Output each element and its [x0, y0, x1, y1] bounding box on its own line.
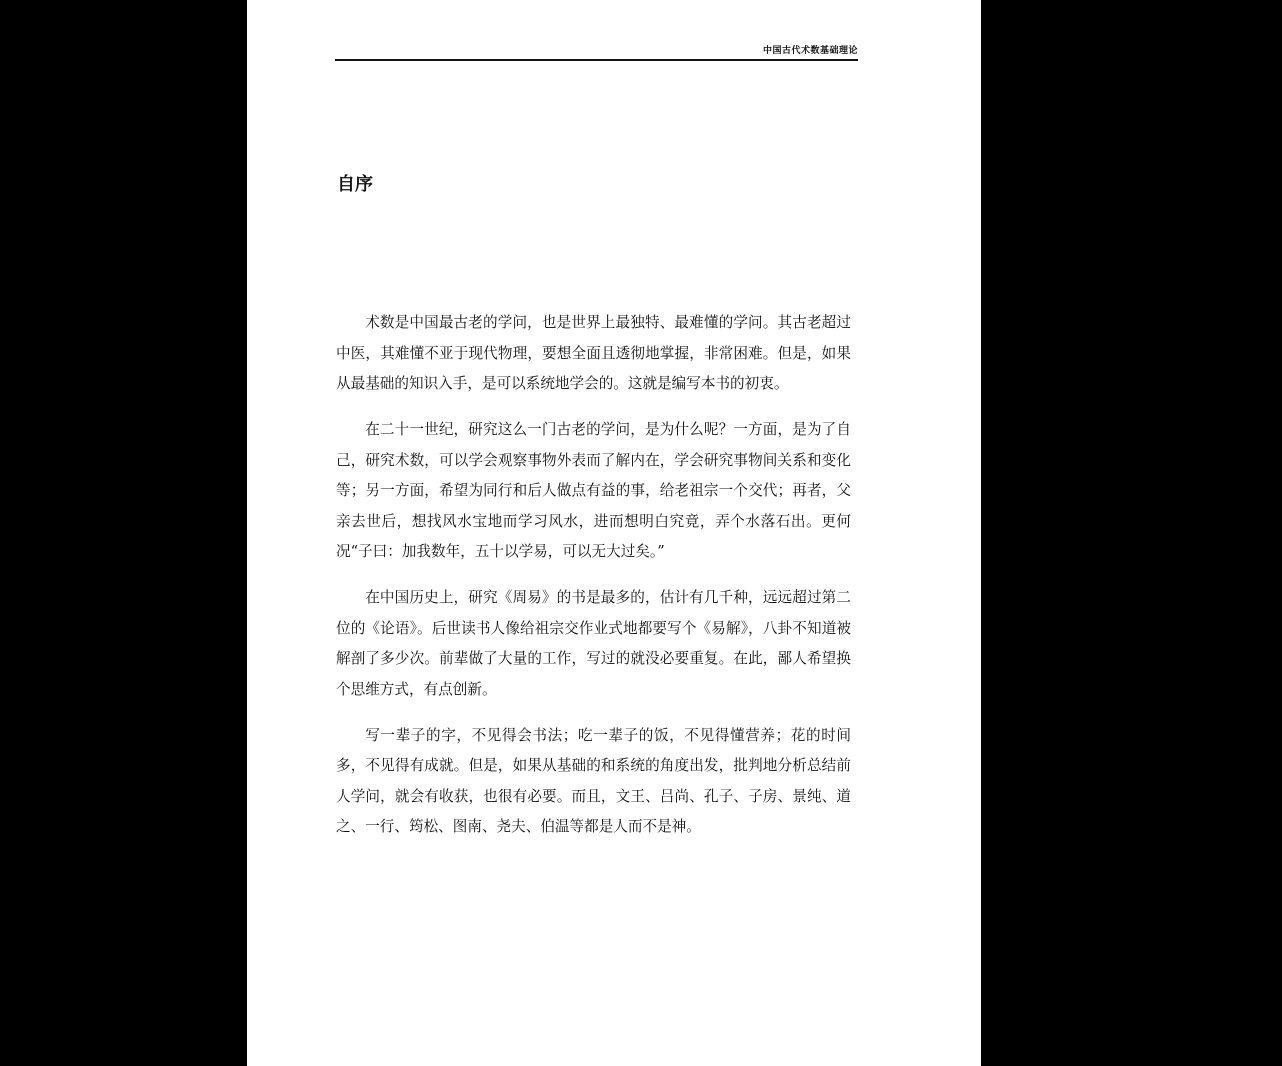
running-header	[335, 42, 858, 61]
document-page	[247, 0, 981, 1066]
paragraph-1: 术数是中国最古老的学问，也是世界上最独特、最难懂的学问。其古老超过中医，其难懂不亚于现代物理，要想全面且透彻地掌握，非常困难。但是，如果从最基础的知识入手，是可以系统地学会的。这就是编写本书的初衷。	[336, 314, 851, 392]
paragraph-4: 写一辈子的字，不见得会书法；吃一辈子的饭，不见得懂营养；花的时间多，不见得有成就。但是，如果从基础的和系统的角度出发，批判地分析总结前人学问，就会有收获，也很有必要。而且，文王、吕尚、孔子、子房、景纯、道之、一行、筠松、图南、尧夫、伯温等都是人而不是神。	[336, 726, 851, 835]
paragraph-3: 在中国历史上，研究《周易》的书是最多的，估计有几千种，远远超过第二位的《论语》。后世读书人像给祖宗交作业式地都要写个《易解》，八卦不知道被解剖了多少次。前辈做了大量的工作，写过的就没必要重复。在此，鄙人希望换个思维方式，有点创新。	[336, 589, 851, 698]
paragraph-2: 在二十一世纪，研究这么一门古老的学问，是为什么呢？一方面，是为了自己，研究术数，可以学会观察事物外表而了解内在，学会研究事物间关系和变化等；另一方面，希望为同行和后人做点有益的事，给老祖宗一个交代；再者，父亲去世后，想找风水宝地而学习风水，进而想明白究竟，弄个水落石出。更何况“子曰：加我数年，五十以学易，可以无大过矣。”	[336, 421, 851, 560]
body-text	[336, 308, 851, 858]
running-header-title: 中国古代术数基础理论	[762, 46, 858, 56]
chapter-title: 自序	[337, 174, 373, 195]
